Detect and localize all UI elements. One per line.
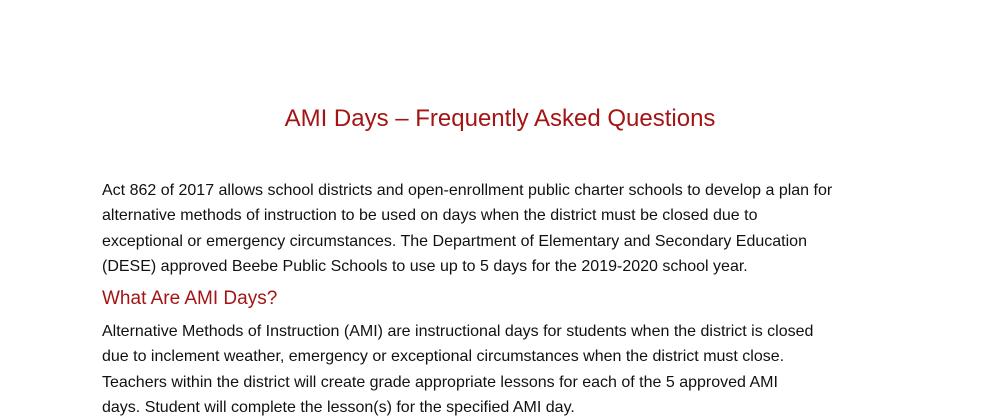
ami-definition-line: days. Student will complete the lesson(s) for the specified AMI day.: [102, 398, 575, 416]
intro-line: exceptional or emergency circumstances. The Department of Elementary and Secondary Education: [102, 232, 807, 250]
section-heading-what-are-ami-days: What Are AMI Days?: [102, 288, 278, 309]
intro-line: Act 862 of 2017 allows school districts and open-enrollment public charter schools to develop a plan for: [102, 182, 833, 199]
intro-line: (DESE) approved Beebe Public Schools to use up to 5 days for the 2019-2020 school year.: [102, 257, 748, 275]
ami-definition-line: Teachers within the district will create grade appropriate lessons for each of the 5 approved AMI: [102, 373, 778, 391]
ami-definition-line: Alternative Methods of Instruction (AMI) are instructional days for students when the district is closed: [102, 323, 814, 340]
ami-definition-line: due to inclement weather, emergency or exceptional circumstances when the district must close.: [102, 348, 785, 366]
document-title: AMI Days – Frequently Asked Questions: [284, 105, 716, 132]
intro-paragraph: [102, 178, 832, 279]
ami-definition-paragraph: [102, 319, 813, 420]
intro-line: alternative methods of instruction to be used on days when the district must be closed due to: [102, 207, 758, 225]
